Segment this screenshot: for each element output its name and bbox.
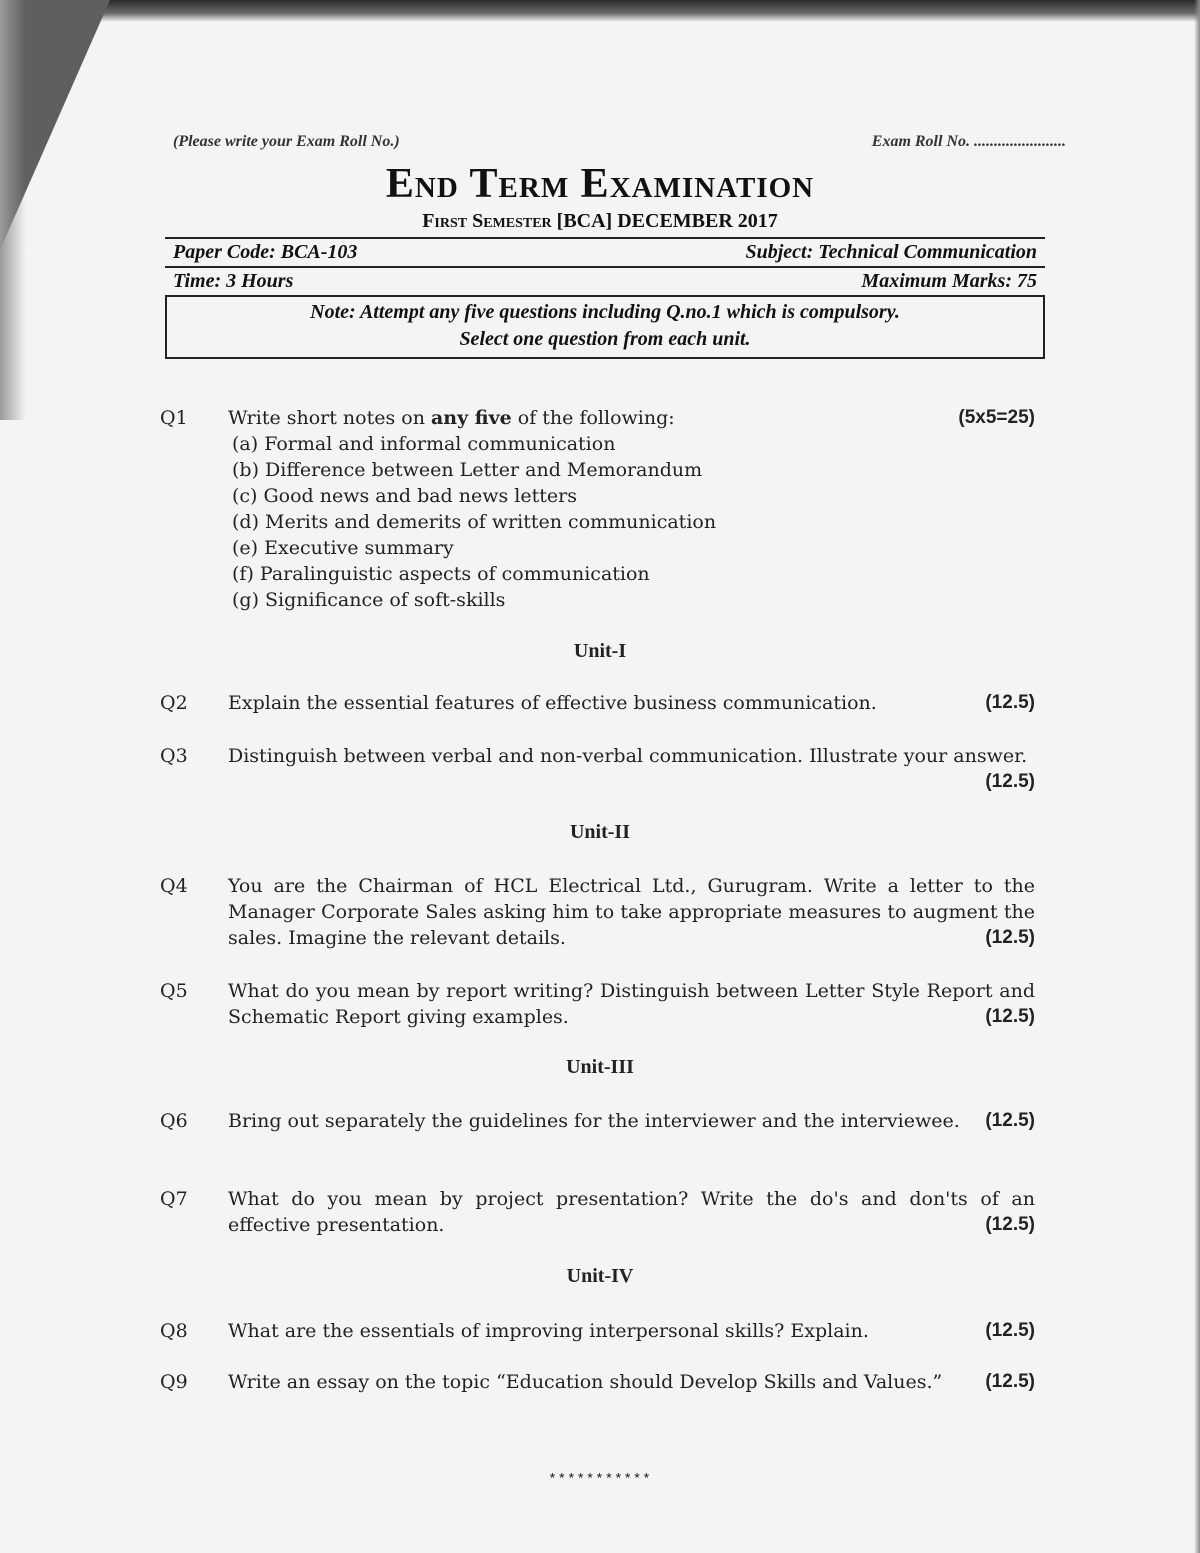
unit-heading: Unit-I: [573, 640, 627, 662]
question-body: What are the essentials of improving interpersonal skills? Explain.: [228, 1320, 869, 1342]
question-body: Distinguish between verbal and non-verbal communication. Illustrate your answer.: [228, 745, 1028, 767]
q1-text-before: Write short notes on: [228, 407, 431, 429]
roll-label: Exam Roll No. .......................: [871, 133, 1066, 150]
paper-info-box: [165, 237, 1045, 359]
question-body: Explain the essential features of effective business communication.: [228, 692, 877, 714]
list-item: (a) Formal and informal communication: [232, 433, 616, 455]
question-body: Write an essay on the topic “Education should Develop Skills and Values.”: [228, 1371, 943, 1393]
question-q7: [160, 1186, 1035, 1238]
question-marks: (12.5): [985, 1320, 1035, 1341]
question-text: [228, 978, 1035, 1030]
question-number: Q4: [160, 875, 188, 897]
question-marks: (12.5): [985, 692, 1035, 713]
question-body: What do you mean by report writing? Distinguish between Letter Style Report and Schematic Report giving examples.: [228, 980, 1035, 1028]
question-number: Q8: [160, 1320, 188, 1342]
question-body: You are the Chairman of HCL Electrical Ltd., Gurugram. Write a letter to the Manager Corporate Sales asking him to take appropriate measures to augment the sales. Imagine the relevant details.: [228, 875, 1035, 949]
q1-text-after: of the following:: [511, 407, 675, 429]
question-number: Q2: [160, 692, 188, 714]
question-number: Q5: [160, 980, 188, 1002]
list-item: (c) Good news and bad news letters: [232, 485, 577, 507]
list-item: (b) Difference between Letter and Memorandum: [232, 459, 703, 481]
question-q2: [160, 690, 1035, 716]
list-item: (e) Executive summary: [232, 537, 454, 559]
note-line-1: Note: Attempt any five questions including Q.no.1 which is compulsory.: [310, 301, 900, 323]
question-text: [228, 743, 1035, 792]
question-q6: [160, 1108, 1035, 1134]
exam-title: End Term Examination: [385, 161, 815, 207]
question-text: [228, 1108, 1035, 1134]
question-text: [228, 1318, 1035, 1344]
question-marks: (12.5): [985, 1214, 1035, 1235]
question-marks: (12.5): [985, 927, 1035, 948]
time-allowed: Time: 3 Hours: [173, 270, 294, 292]
question-text: [228, 1186, 1035, 1238]
paper-code: Paper Code: BCA-103: [173, 241, 358, 263]
question-q3: [160, 743, 1035, 795]
question-q4: [160, 873, 1035, 951]
subject: Subject: Technical Communication: [745, 241, 1037, 263]
time-row: [165, 266, 1045, 295]
list-item: (d) Merits and demerits of written communication: [232, 511, 717, 533]
question-number: Q6: [160, 1110, 188, 1132]
unit-heading: Unit-III: [566, 1056, 634, 1078]
list-item: (f) Paralinguistic aspects of communication: [232, 563, 650, 585]
list-item: (g) Significance of soft-skills: [232, 589, 506, 611]
question-q5: [160, 978, 1035, 1030]
question-text: [228, 690, 1035, 716]
question-number: Q3: [160, 745, 188, 767]
question-marks: (12.5): [985, 1110, 1035, 1131]
question-number: Q1: [160, 407, 188, 429]
question-q1: [160, 405, 1035, 613]
question-number: Q9: [160, 1371, 188, 1393]
question-body: Bring out separately the guidelines for the interviewer and the interviewee.: [228, 1110, 960, 1132]
question-marks: (5x5=25): [958, 407, 1035, 428]
unit-heading: Unit-II: [569, 821, 630, 843]
question-body: What do you mean by project presentation? Write the do's and don'ts of an effective presentation.: [228, 1188, 1035, 1236]
unit-heading: Unit-IV: [566, 1265, 634, 1287]
question-text: [228, 405, 1035, 431]
roll-number-line: [173, 133, 1066, 157]
semester-detail: [BCA] DECEMBER 2017: [551, 210, 778, 232]
question-marks: (12.5): [985, 1371, 1035, 1392]
q1-text-bold: any five: [431, 407, 512, 429]
question-text: [228, 1369, 1035, 1395]
instructions-note: [165, 295, 1045, 359]
roll-prompt: (Please write your Exam Roll No.): [173, 133, 400, 150]
semester-label: First Semester: [422, 210, 552, 232]
q1-item-list: [232, 431, 1035, 613]
maximum-marks: Maximum Marks: 75: [861, 270, 1037, 292]
paper-code-row: [165, 237, 1045, 266]
question-marks: (12.5): [985, 771, 1035, 792]
note-line-2: Select one question from each unit.: [459, 328, 751, 350]
end-of-paper-stars: ***********: [548, 1472, 652, 1488]
question-marks: (12.5): [985, 1006, 1035, 1027]
question-q9: [160, 1369, 1035, 1395]
question-number: Q7: [160, 1188, 188, 1210]
exam-subtitle: [0, 210, 1200, 233]
question-text: [228, 873, 1035, 951]
question-q8: [160, 1318, 1035, 1344]
